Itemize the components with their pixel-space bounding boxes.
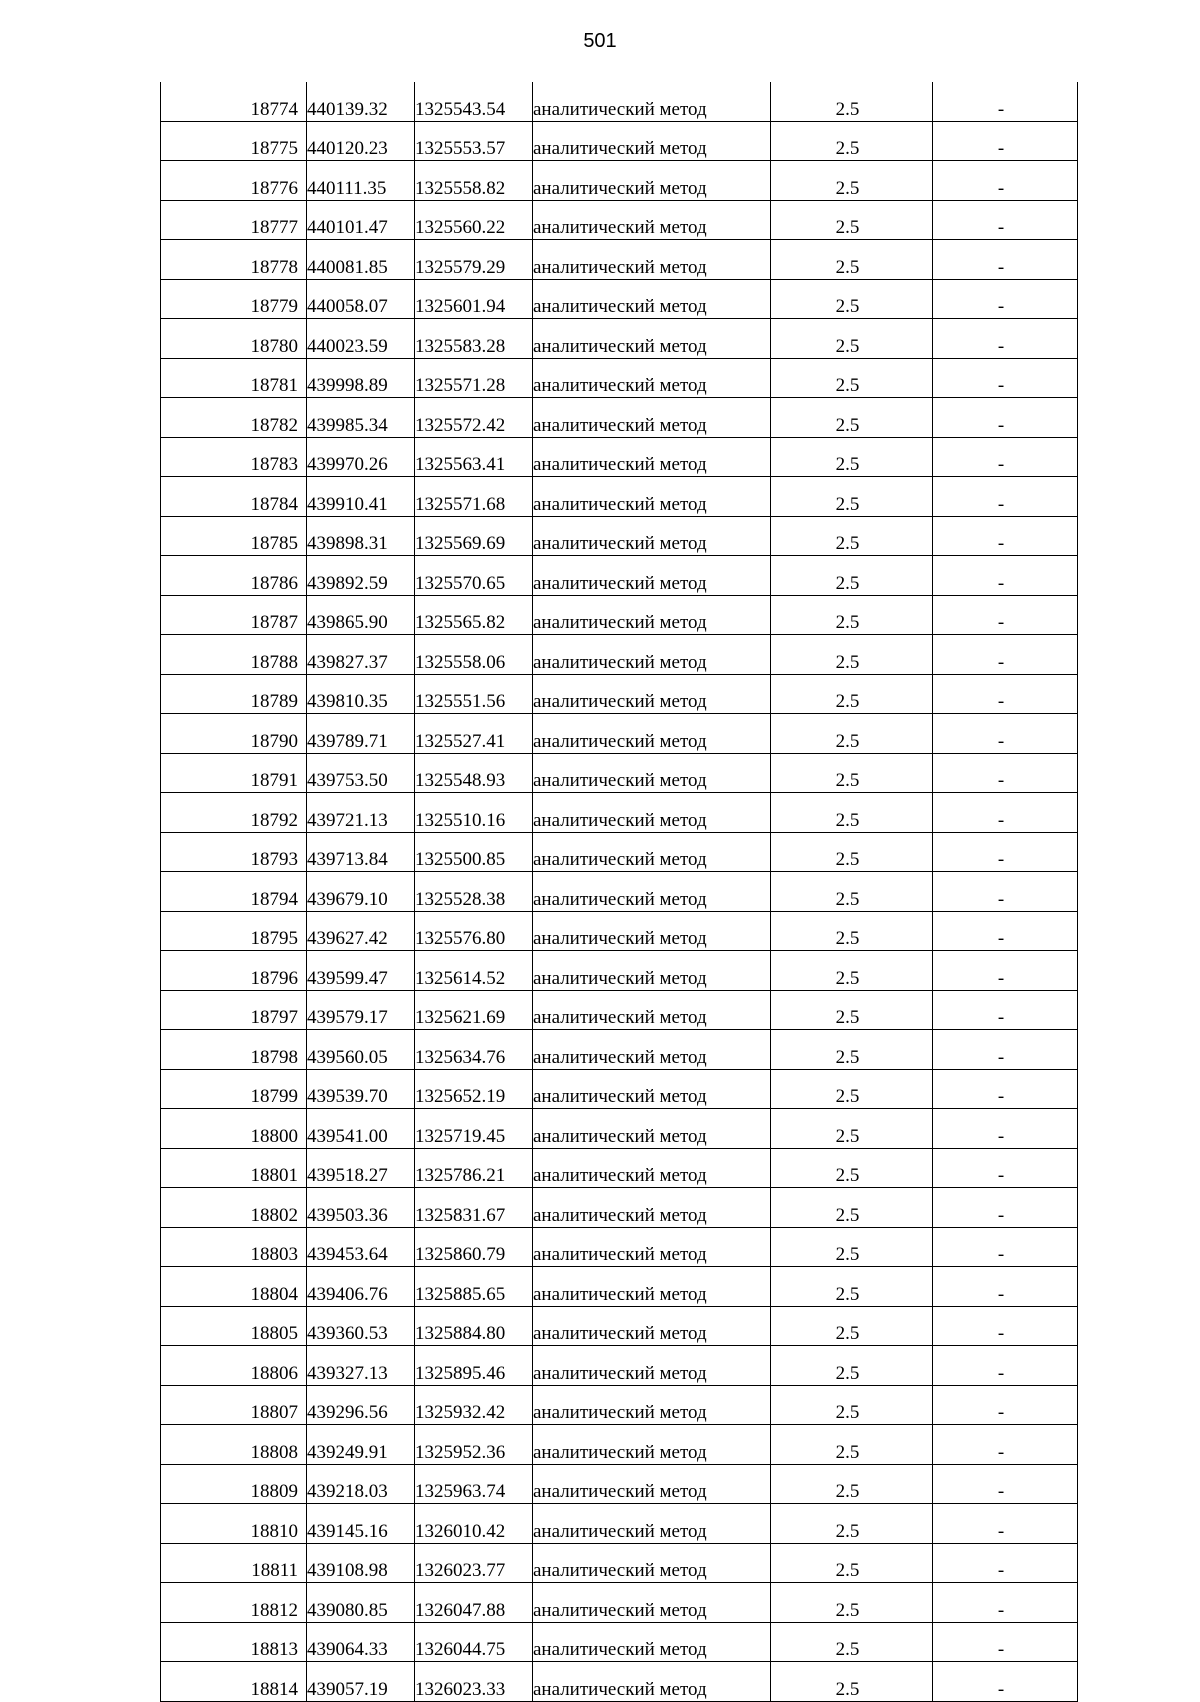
y-coordinate-cell: 1325576.80 [415, 911, 533, 951]
y-coordinate-cell: 1325652.19 [415, 1069, 533, 1109]
method-cell: аналитический метод [533, 516, 771, 556]
y-coordinate-cell: 1325569.69 [415, 516, 533, 556]
point-number-cell: 18808 [161, 1425, 307, 1465]
x-coordinate-cell: 439057.19 [307, 1662, 415, 1702]
table-row [161, 990, 1078, 1030]
x-coordinate-cell: 439898.31 [307, 516, 415, 556]
method-cell: аналитический метод [533, 1030, 771, 1070]
note-cell: - [933, 1425, 1078, 1465]
point-number-cell: 18796 [161, 951, 307, 991]
table-row [161, 872, 1078, 912]
y-coordinate-cell: 1326010.42 [415, 1504, 533, 1544]
point-number-cell: 18789 [161, 674, 307, 714]
y-coordinate-cell: 1326023.77 [415, 1543, 533, 1583]
point-number-cell: 18780 [161, 319, 307, 359]
x-coordinate-cell: 439108.98 [307, 1543, 415, 1583]
y-coordinate-cell: 1325510.16 [415, 793, 533, 833]
point-number-cell: 18778 [161, 240, 307, 280]
x-coordinate-cell: 439518.27 [307, 1148, 415, 1188]
note-cell: - [933, 1543, 1078, 1583]
accuracy-cell: 2.5 [771, 753, 933, 793]
table-row [161, 556, 1078, 596]
method-cell: аналитический метод [533, 951, 771, 991]
x-coordinate-cell: 439296.56 [307, 1385, 415, 1425]
table-row [161, 319, 1078, 359]
accuracy-cell: 2.5 [771, 832, 933, 872]
note-cell: - [933, 161, 1078, 201]
table-row [161, 1543, 1078, 1583]
point-number-cell: 18799 [161, 1069, 307, 1109]
note-cell: - [933, 832, 1078, 872]
note-cell: - [933, 1504, 1078, 1544]
method-cell: аналитический метод [533, 556, 771, 596]
x-coordinate-cell: 439679.10 [307, 872, 415, 912]
accuracy-cell: 2.5 [771, 556, 933, 596]
point-number-cell: 18777 [161, 200, 307, 240]
y-coordinate-cell: 1325570.65 [415, 556, 533, 596]
x-coordinate-cell: 439827.37 [307, 635, 415, 675]
accuracy-cell: 2.5 [771, 1188, 933, 1228]
point-number-cell: 18813 [161, 1622, 307, 1662]
accuracy-cell: 2.5 [771, 1385, 933, 1425]
y-coordinate-cell: 1325553.57 [415, 121, 533, 161]
accuracy-cell: 2.5 [771, 714, 933, 754]
accuracy-cell: 2.5 [771, 1148, 933, 1188]
method-cell: аналитический метод [533, 1188, 771, 1228]
coordinates-table-body [161, 82, 1078, 1701]
table-row [161, 200, 1078, 240]
point-number-cell: 18788 [161, 635, 307, 675]
table-row [161, 1227, 1078, 1267]
accuracy-cell: 2.5 [771, 1662, 933, 1702]
x-coordinate-cell: 439541.00 [307, 1109, 415, 1149]
point-number-cell: 18806 [161, 1346, 307, 1386]
y-coordinate-cell: 1325831.67 [415, 1188, 533, 1228]
method-cell: аналитический метод [533, 1069, 771, 1109]
note-cell: - [933, 1622, 1078, 1662]
x-coordinate-cell: 439721.13 [307, 793, 415, 833]
note-cell: - [933, 1227, 1078, 1267]
point-number-cell: 18786 [161, 556, 307, 596]
note-cell: - [933, 990, 1078, 1030]
x-coordinate-cell: 439753.50 [307, 753, 415, 793]
y-coordinate-cell: 1325572.42 [415, 398, 533, 438]
method-cell: аналитический метод [533, 1583, 771, 1623]
point-number-cell: 18793 [161, 832, 307, 872]
x-coordinate-cell: 440111.35 [307, 161, 415, 201]
table-row [161, 753, 1078, 793]
note-cell: - [933, 121, 1078, 161]
table-row [161, 82, 1078, 121]
point-number-cell: 18797 [161, 990, 307, 1030]
point-number-cell: 18803 [161, 1227, 307, 1267]
table-row [161, 1464, 1078, 1504]
method-cell: аналитический метод [533, 872, 771, 912]
point-number-cell: 18791 [161, 753, 307, 793]
table-row [161, 121, 1078, 161]
point-number-cell: 18801 [161, 1148, 307, 1188]
point-number-cell: 18785 [161, 516, 307, 556]
x-coordinate-cell: 439627.42 [307, 911, 415, 951]
y-coordinate-cell: 1325860.79 [415, 1227, 533, 1267]
method-cell: аналитический метод [533, 1306, 771, 1346]
accuracy-cell: 2.5 [771, 1583, 933, 1623]
table-row [161, 1109, 1078, 1149]
method-cell: аналитический метод [533, 753, 771, 793]
y-coordinate-cell: 1325565.82 [415, 595, 533, 635]
accuracy-cell: 2.5 [771, 911, 933, 951]
x-coordinate-cell: 439599.47 [307, 951, 415, 991]
method-cell: аналитический метод [533, 200, 771, 240]
table-row [161, 832, 1078, 872]
note-cell: - [933, 595, 1078, 635]
method-cell: аналитический метод [533, 437, 771, 477]
note-cell: - [933, 556, 1078, 596]
page-number: 501 [583, 30, 617, 52]
y-coordinate-cell: 1325952.36 [415, 1425, 533, 1465]
method-cell: аналитический метод [533, 1109, 771, 1149]
x-coordinate-cell: 440139.32 [307, 82, 415, 121]
point-number-cell: 18787 [161, 595, 307, 635]
point-number-cell: 18779 [161, 279, 307, 319]
note-cell: - [933, 635, 1078, 675]
y-coordinate-cell: 1325558.06 [415, 635, 533, 675]
y-coordinate-cell: 1325786.21 [415, 1148, 533, 1188]
accuracy-cell: 2.5 [771, 437, 933, 477]
x-coordinate-cell: 439560.05 [307, 1030, 415, 1070]
point-number-cell: 18805 [161, 1306, 307, 1346]
x-coordinate-cell: 439789.71 [307, 714, 415, 754]
point-number-cell: 18804 [161, 1267, 307, 1307]
accuracy-cell: 2.5 [771, 121, 933, 161]
note-cell: - [933, 793, 1078, 833]
x-coordinate-cell: 439406.76 [307, 1267, 415, 1307]
method-cell: аналитический метод [533, 1425, 771, 1465]
accuracy-cell: 2.5 [771, 990, 933, 1030]
accuracy-cell: 2.5 [771, 1109, 933, 1149]
accuracy-cell: 2.5 [771, 674, 933, 714]
accuracy-cell: 2.5 [771, 595, 933, 635]
table-row [161, 1030, 1078, 1070]
point-number-cell: 18776 [161, 161, 307, 201]
point-number-cell: 18790 [161, 714, 307, 754]
note-cell: - [933, 1188, 1078, 1228]
point-number-cell: 18782 [161, 398, 307, 438]
point-number-cell: 18781 [161, 358, 307, 398]
table-row [161, 1069, 1078, 1109]
x-coordinate-cell: 439327.13 [307, 1346, 415, 1386]
accuracy-cell: 2.5 [771, 1425, 933, 1465]
method-cell: аналитический метод [533, 635, 771, 675]
y-coordinate-cell: 1325601.94 [415, 279, 533, 319]
note-cell: - [933, 911, 1078, 951]
accuracy-cell: 2.5 [771, 279, 933, 319]
note-cell: - [933, 1109, 1078, 1149]
accuracy-cell: 2.5 [771, 1346, 933, 1386]
accuracy-cell: 2.5 [771, 1543, 933, 1583]
table-row [161, 161, 1078, 201]
method-cell: аналитический метод [533, 1385, 771, 1425]
method-cell: аналитический метод [533, 990, 771, 1030]
y-coordinate-cell: 1325528.38 [415, 872, 533, 912]
accuracy-cell: 2.5 [771, 1030, 933, 1070]
method-cell: аналитический метод [533, 1662, 771, 1702]
x-coordinate-cell: 439080.85 [307, 1583, 415, 1623]
method-cell: аналитический метод [533, 82, 771, 121]
table-row [161, 1148, 1078, 1188]
y-coordinate-cell: 1325563.41 [415, 437, 533, 477]
point-number-cell: 18783 [161, 437, 307, 477]
y-coordinate-cell: 1325932.42 [415, 1385, 533, 1425]
x-coordinate-cell: 439453.64 [307, 1227, 415, 1267]
accuracy-cell: 2.5 [771, 1464, 933, 1504]
note-cell: - [933, 1385, 1078, 1425]
accuracy-cell: 2.5 [771, 200, 933, 240]
note-cell: - [933, 82, 1078, 121]
note-cell: - [933, 1464, 1078, 1504]
note-cell: - [933, 1267, 1078, 1307]
note-cell: - [933, 319, 1078, 359]
x-coordinate-cell: 439539.70 [307, 1069, 415, 1109]
note-cell: - [933, 398, 1078, 438]
table-row [161, 1306, 1078, 1346]
accuracy-cell: 2.5 [771, 1622, 933, 1662]
table-row [161, 1188, 1078, 1228]
y-coordinate-cell: 1325583.28 [415, 319, 533, 359]
y-coordinate-cell: 1325884.80 [415, 1306, 533, 1346]
x-coordinate-cell: 439998.89 [307, 358, 415, 398]
y-coordinate-cell: 1325634.76 [415, 1030, 533, 1070]
accuracy-cell: 2.5 [771, 477, 933, 517]
y-coordinate-cell: 1326023.33 [415, 1662, 533, 1702]
method-cell: аналитический метод [533, 832, 771, 872]
y-coordinate-cell: 1325614.52 [415, 951, 533, 991]
method-cell: аналитический метод [533, 1464, 771, 1504]
table-row [161, 1385, 1078, 1425]
table-row [161, 240, 1078, 280]
table-row [161, 398, 1078, 438]
accuracy-cell: 2.5 [771, 1504, 933, 1544]
note-cell: - [933, 1069, 1078, 1109]
note-cell: - [933, 1662, 1078, 1702]
table-row [161, 714, 1078, 754]
table-row [161, 1504, 1078, 1544]
coordinates-table [160, 82, 1078, 1702]
point-number-cell: 18794 [161, 872, 307, 912]
note-cell: - [933, 714, 1078, 754]
note-cell: - [933, 674, 1078, 714]
method-cell: аналитический метод [533, 121, 771, 161]
method-cell: аналитический метод [533, 1346, 771, 1386]
accuracy-cell: 2.5 [771, 1227, 933, 1267]
y-coordinate-cell: 1325719.45 [415, 1109, 533, 1149]
method-cell: аналитический метод [533, 1227, 771, 1267]
note-cell: - [933, 753, 1078, 793]
y-coordinate-cell: 1325963.74 [415, 1464, 533, 1504]
method-cell: аналитический метод [533, 319, 771, 359]
note-cell: - [933, 951, 1078, 991]
y-coordinate-cell: 1325527.41 [415, 714, 533, 754]
x-coordinate-cell: 439865.90 [307, 595, 415, 635]
method-cell: аналитический метод [533, 793, 771, 833]
note-cell: - [933, 279, 1078, 319]
table-row [161, 793, 1078, 833]
note-cell: - [933, 872, 1078, 912]
x-coordinate-cell: 439713.84 [307, 832, 415, 872]
method-cell: аналитический метод [533, 1267, 771, 1307]
accuracy-cell: 2.5 [771, 1069, 933, 1109]
table-row [161, 911, 1078, 951]
x-coordinate-cell: 439892.59 [307, 556, 415, 596]
note-cell: - [933, 200, 1078, 240]
x-coordinate-cell: 440081.85 [307, 240, 415, 280]
point-number-cell: 18802 [161, 1188, 307, 1228]
y-coordinate-cell: 1326044.75 [415, 1622, 533, 1662]
point-number-cell: 18774 [161, 82, 307, 121]
table-row [161, 951, 1078, 991]
accuracy-cell: 2.5 [771, 951, 933, 991]
method-cell: аналитический метод [533, 674, 771, 714]
x-coordinate-cell: 439249.91 [307, 1425, 415, 1465]
table-row [161, 477, 1078, 517]
accuracy-cell: 2.5 [771, 516, 933, 556]
accuracy-cell: 2.5 [771, 240, 933, 280]
accuracy-cell: 2.5 [771, 1267, 933, 1307]
table-row [161, 437, 1078, 477]
y-coordinate-cell: 1325895.46 [415, 1346, 533, 1386]
note-cell: - [933, 477, 1078, 517]
method-cell: аналитический метод [533, 161, 771, 201]
point-number-cell: 18810 [161, 1504, 307, 1544]
note-cell: - [933, 437, 1078, 477]
y-coordinate-cell: 1325571.28 [415, 358, 533, 398]
point-number-cell: 18814 [161, 1662, 307, 1702]
note-cell: - [933, 1306, 1078, 1346]
y-coordinate-cell: 1325551.56 [415, 674, 533, 714]
table-row [161, 1622, 1078, 1662]
point-number-cell: 18784 [161, 477, 307, 517]
accuracy-cell: 2.5 [771, 1306, 933, 1346]
table-row [161, 1425, 1078, 1465]
accuracy-cell: 2.5 [771, 793, 933, 833]
table-row [161, 1267, 1078, 1307]
y-coordinate-cell: 1325571.68 [415, 477, 533, 517]
x-coordinate-cell: 439145.16 [307, 1504, 415, 1544]
y-coordinate-cell: 1325621.69 [415, 990, 533, 1030]
x-coordinate-cell: 439970.26 [307, 437, 415, 477]
accuracy-cell: 2.5 [771, 319, 933, 359]
y-coordinate-cell: 1325543.54 [415, 82, 533, 121]
point-number-cell: 18798 [161, 1030, 307, 1070]
y-coordinate-cell: 1325558.82 [415, 161, 533, 201]
table-row [161, 674, 1078, 714]
y-coordinate-cell: 1325579.29 [415, 240, 533, 280]
y-coordinate-cell: 1325885.65 [415, 1267, 533, 1307]
y-coordinate-cell: 1325560.22 [415, 200, 533, 240]
table-row [161, 279, 1078, 319]
method-cell: аналитический метод [533, 477, 771, 517]
method-cell: аналитический метод [533, 1543, 771, 1583]
point-number-cell: 18809 [161, 1464, 307, 1504]
method-cell: аналитический метод [533, 358, 771, 398]
method-cell: аналитический метод [533, 1504, 771, 1544]
note-cell: - [933, 516, 1078, 556]
accuracy-cell: 2.5 [771, 635, 933, 675]
x-coordinate-cell: 439810.35 [307, 674, 415, 714]
table-row [161, 595, 1078, 635]
x-coordinate-cell: 439360.53 [307, 1306, 415, 1346]
table-row [161, 1662, 1078, 1702]
table-row [161, 358, 1078, 398]
x-coordinate-cell: 439064.33 [307, 1622, 415, 1662]
accuracy-cell: 2.5 [771, 161, 933, 201]
x-coordinate-cell: 440120.23 [307, 121, 415, 161]
point-number-cell: 18800 [161, 1109, 307, 1149]
note-cell: - [933, 1346, 1078, 1386]
accuracy-cell: 2.5 [771, 358, 933, 398]
method-cell: аналитический метод [533, 911, 771, 951]
y-coordinate-cell: 1326047.88 [415, 1583, 533, 1623]
accuracy-cell: 2.5 [771, 872, 933, 912]
x-coordinate-cell: 440101.47 [307, 200, 415, 240]
point-number-cell: 18792 [161, 793, 307, 833]
y-coordinate-cell: 1325548.93 [415, 753, 533, 793]
x-coordinate-cell: 439910.41 [307, 477, 415, 517]
point-number-cell: 18811 [161, 1543, 307, 1583]
table-row [161, 1583, 1078, 1623]
point-number-cell: 18795 [161, 911, 307, 951]
table-row [161, 1346, 1078, 1386]
x-coordinate-cell: 439218.03 [307, 1464, 415, 1504]
note-cell: - [933, 1148, 1078, 1188]
method-cell: аналитический метод [533, 240, 771, 280]
point-number-cell: 18775 [161, 121, 307, 161]
method-cell: аналитический метод [533, 1148, 771, 1188]
table-row [161, 635, 1078, 675]
x-coordinate-cell: 440023.59 [307, 319, 415, 359]
note-cell: - [933, 240, 1078, 280]
method-cell: аналитический метод [533, 1622, 771, 1662]
x-coordinate-cell: 439503.36 [307, 1188, 415, 1228]
method-cell: аналитический метод [533, 279, 771, 319]
method-cell: аналитический метод [533, 595, 771, 635]
accuracy-cell: 2.5 [771, 82, 933, 121]
x-coordinate-cell: 440058.07 [307, 279, 415, 319]
note-cell: - [933, 1583, 1078, 1623]
method-cell: аналитический метод [533, 714, 771, 754]
note-cell: - [933, 358, 1078, 398]
x-coordinate-cell: 439579.17 [307, 990, 415, 1030]
y-coordinate-cell: 1325500.85 [415, 832, 533, 872]
method-cell: аналитический метод [533, 398, 771, 438]
x-coordinate-cell: 439985.34 [307, 398, 415, 438]
table-row [161, 516, 1078, 556]
point-number-cell: 18807 [161, 1385, 307, 1425]
note-cell: - [933, 1030, 1078, 1070]
accuracy-cell: 2.5 [771, 398, 933, 438]
point-number-cell: 18812 [161, 1583, 307, 1623]
